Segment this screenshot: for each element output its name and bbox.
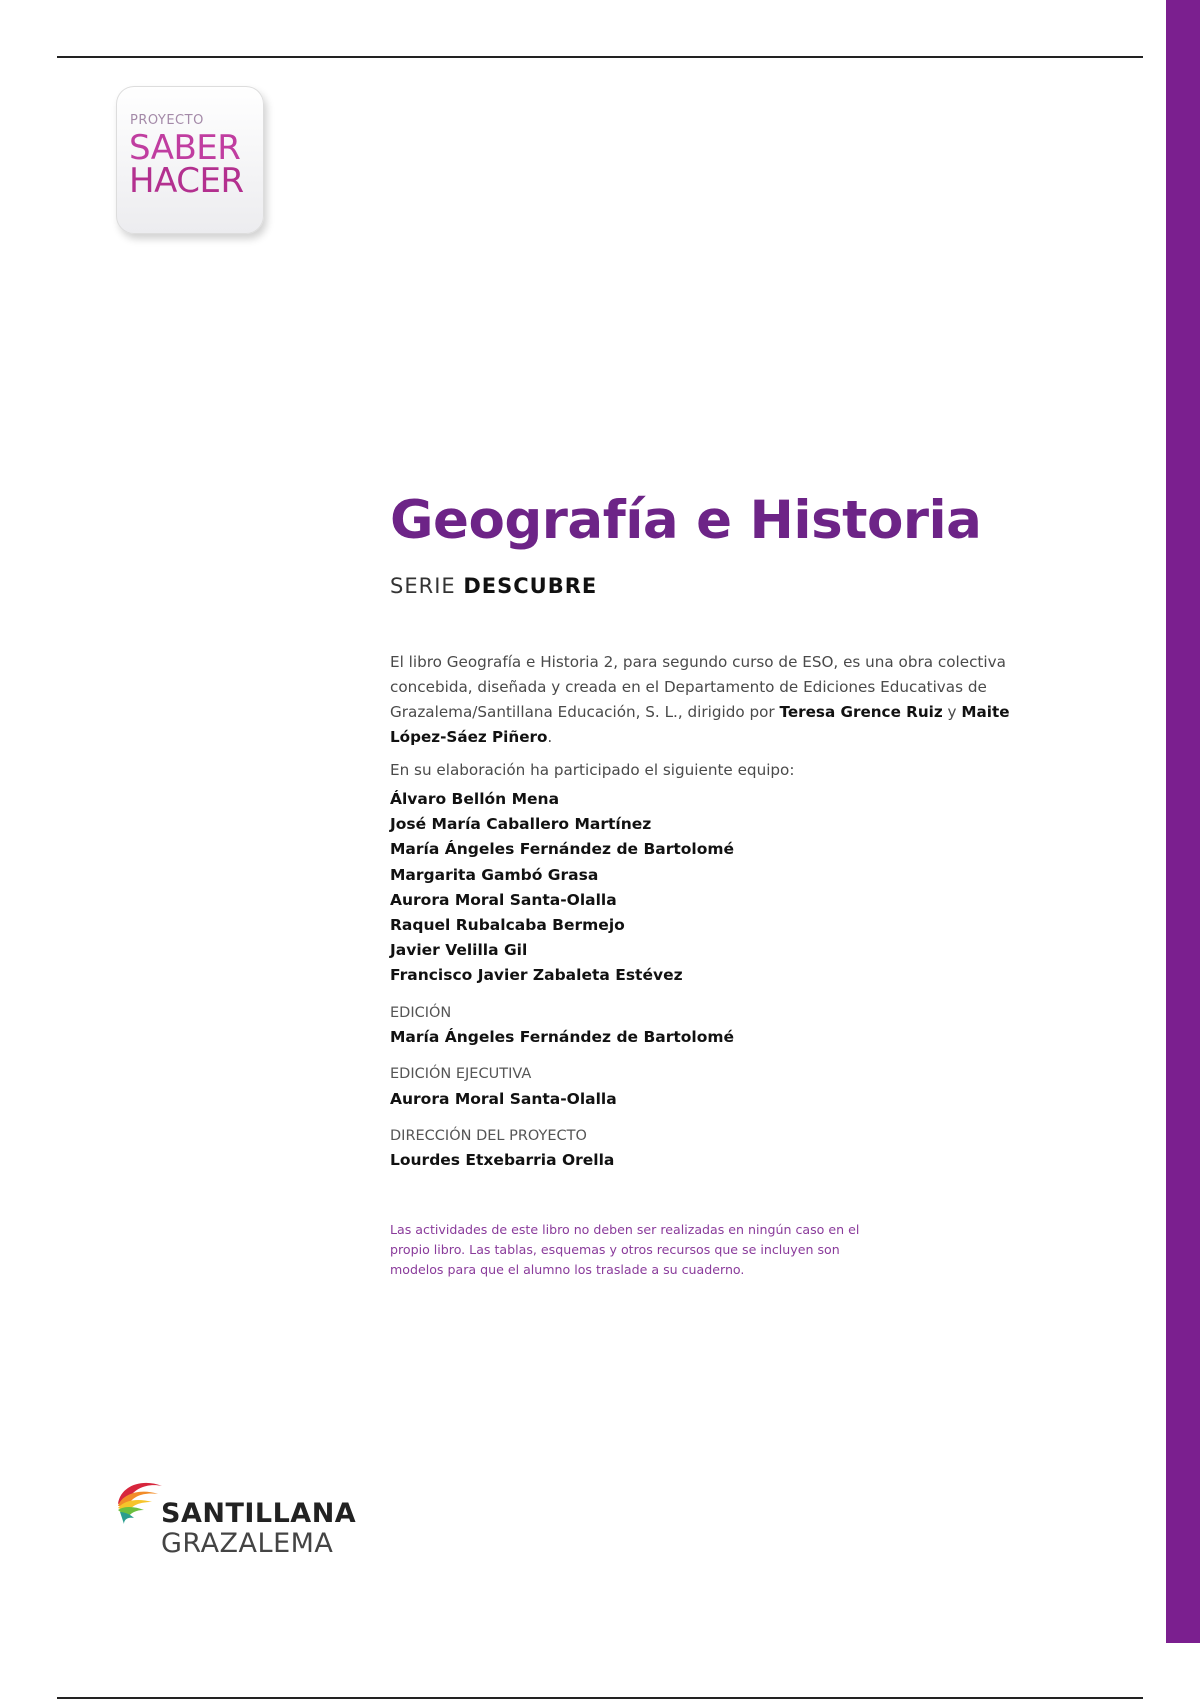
intro-paragraph [390, 650, 1010, 750]
logo-saber-text: SABER [129, 128, 241, 168]
series-prefix: SERIE [390, 574, 456, 598]
side-color-band [1166, 0, 1200, 1643]
edicion-ejecutiva-value: Aurora Moral Santa-Olalla [390, 1090, 617, 1108]
team-member: Álvaro Bellón Mena [390, 790, 560, 808]
director-2: Maite López-Sáez Piñero [390, 703, 1010, 746]
santillana-grazalema-logo [114, 1474, 357, 1564]
bottom-rule [57, 1697, 1143, 1699]
director-1: Teresa Grence Ruiz [779, 703, 943, 721]
team-member: Francisco Javier Zabaleta Estévez [390, 966, 683, 985]
publisher-name-grazalema: GRAZALEMA [161, 1528, 334, 1559]
intro-text-2: y [942, 703, 962, 721]
series-label [390, 574, 597, 598]
logo-hacer-text: HACER [129, 161, 244, 201]
team-member: Raquel Rubalcaba Bermejo [390, 916, 625, 935]
edicion-label: EDICIÓN [390, 1005, 452, 1021]
team-member: José María Caballero Martínez [390, 815, 652, 834]
activities-note: Las actividades de este libro no deben ser realizadas en ningún caso en el propio libro. Las tablas, esquemas y otros recursos que se incluyen son modelos para que el alumno los traslade a su cuaderno. [390, 1222, 860, 1277]
intro-text-1: El libro Geografía e Historia 2, para segundo curso de ESO, es una obra colectiva concebida, diseñada y creada en el Departamento de Ediciones Educativas de Grazalema/Santillana Educación, S. L., dirigido por [390, 653, 1006, 721]
team-list [390, 787, 734, 989]
team-intro: En su elaboración ha participado el siguiente equipo: [390, 761, 795, 779]
book-title: Geografía e Historia [390, 490, 982, 551]
publisher-name-santillana: SANTILLANA [161, 1498, 357, 1529]
team-member: María Ángeles Fernández de Bartolomé [390, 840, 735, 859]
direccion-value: Lourdes Etxebarria Orella [390, 1151, 615, 1169]
direccion-label: DIRECCIÓN DEL PROYECTO [390, 1128, 587, 1144]
series-name: DESCUBRE [463, 574, 598, 598]
top-rule [57, 56, 1143, 58]
logo-proyecto-text: PROYECTO [130, 113, 204, 128]
team-member: Aurora Moral Santa-Olalla [390, 890, 617, 909]
team-member: Javier Velilla Gil [390, 941, 528, 960]
proyecto-saber-hacer-logo [116, 86, 264, 234]
edicion-ejecutiva-label: EDICIÓN EJECUTIVA [390, 1066, 532, 1082]
edicion-value: María Ángeles Fernández de Bartolomé [390, 1028, 735, 1046]
intro-text-3: . [547, 728, 553, 746]
team-member: Margarita Gambó Grasa [390, 865, 599, 884]
